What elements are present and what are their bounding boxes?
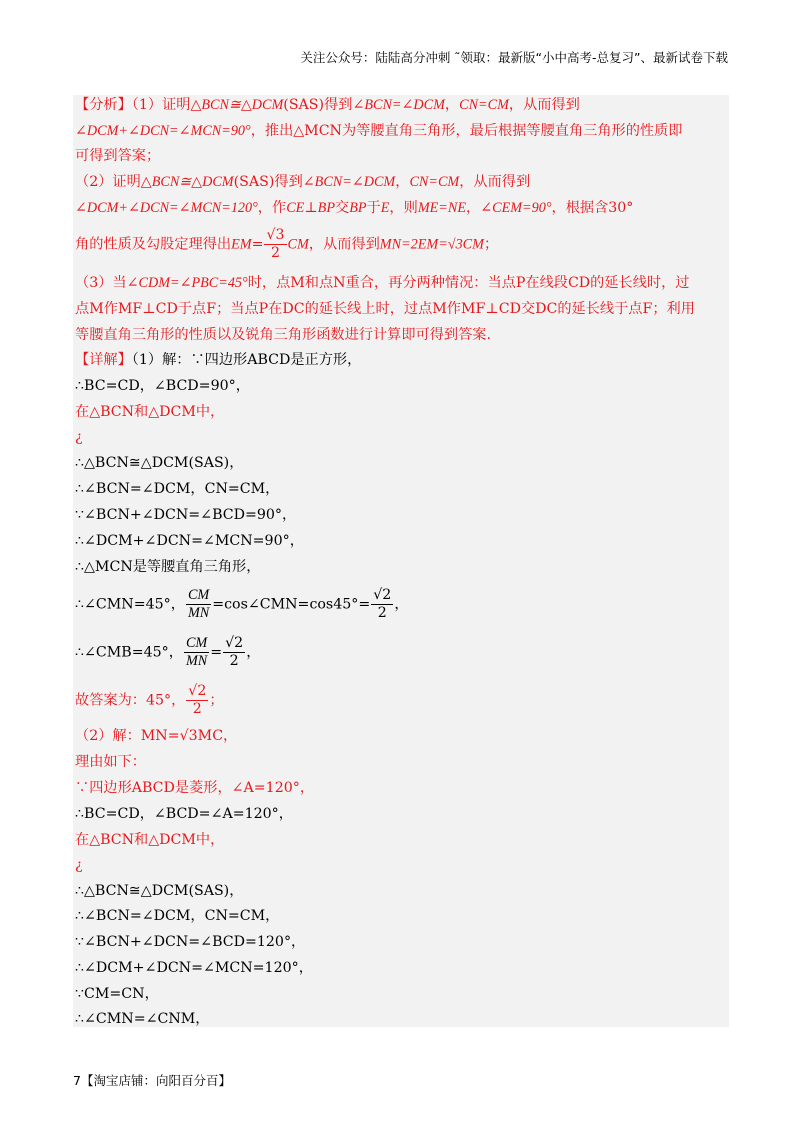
shop-label: 【淘宝店铺：向阳百分百】 <box>80 1073 231 1088</box>
fraction-sqrt2-over-2: $\frac{√2}{2}$ <box>188 683 207 717</box>
detail-line-21: ∵∠BCN+∠DCN=∠BCD=120°， <box>75 934 306 950</box>
detail-line-17: 在△BCN和△DCM中， <box>75 832 225 848</box>
analysis-line-9: 等腰直角三角形的性质以及锐角三角形函数进行计算即可得到答案. <box>75 327 491 343</box>
page-footer <box>73 1071 231 1089</box>
detail-line-10: ∴∠CMN=45°， $\frac{CM}{MN}$ =cos∠CMN=cos45°= $\frac{√2}{2}$ ， <box>75 587 409 621</box>
detail-line-16: ∴BC=CD，∠BCD=∠A=120°， <box>75 806 293 822</box>
analysis-line-6: 角的性质及勾股定理得出EM= $\frac{√3}{2}$ CM，从而得到MN=2EM=√3CM； <box>75 227 499 261</box>
detail-line-24: ∴∠CMN=∠CNM， <box>75 1011 210 1027</box>
solution-panel <box>73 95 729 1027</box>
fraction-cm-over-mn: $\frac{CM}{MN}$ <box>187 587 210 621</box>
fraction-cm-over-mn: $\frac{CM}{MN}$ <box>185 635 208 669</box>
detail-line-20: ∴∠BCN=∠DCM，CN=CM， <box>75 908 280 924</box>
detail-line-1: 【详解】（1）解：∵四边形ABCD是正方形， <box>75 352 362 368</box>
analysis-line-3: 可得到答案； <box>75 148 161 164</box>
detail-line-13: （2）解：MN=√3MC， <box>75 728 238 744</box>
detail-line-3: 在△BCN和△DCM中， <box>75 404 225 420</box>
analysis-line-5: ∠DCM+∠DCN=∠MCN=120°，作CE⊥BP交BP于E，则ME=NE，∠CEM=90°，根据含30° <box>75 200 634 216</box>
detail-line-18: ¿ <box>75 857 83 873</box>
detail-line-7: ∵∠BCN+∠DCN=∠BCD=90°， <box>75 507 297 523</box>
detail-line-14: 理由如下： <box>75 754 146 770</box>
detail-line-9: ∴△MCN是等腰直角三角形， <box>75 559 261 575</box>
detail-line-19: ∴△BCN≅△DCM(SAS)， <box>75 883 244 899</box>
page-number: 7 <box>73 1073 81 1088</box>
fraction-sqrt3-over-2: $\frac{√3}{2}$ <box>266 227 285 261</box>
detail-line-8: ∴∠DCM+∠DCN=∠MCN=90°， <box>75 533 304 549</box>
fraction-sqrt2-over-2: $\frac{√2}{2}$ <box>373 587 392 621</box>
detail-line-5: ∴△BCN≅△DCM(SAS)， <box>75 455 244 471</box>
analysis-line-7: （3）当∠CDM=∠PBC=45°时，点M和点N重合，再分两种情况：当点P在线段CD的延长线时，过 <box>75 275 690 291</box>
analysis-line-8: 点M作MF⊥CD于点F；当点P在DC的延长线上时，过点M作MF⊥CD交DC的延长线于点F；利用 <box>75 301 695 317</box>
detail-line-22: ∴∠DCM+∠DCN=∠MCN=120°， <box>75 960 313 976</box>
detail-line-4: ¿ <box>75 429 83 445</box>
detail-line-11: ∴∠CMB=45°， $\frac{CM}{MN}$ = $\frac{√2}{2}$ ， <box>75 635 261 669</box>
analysis-line-2: ∠DCM+∠DCN=∠MCN=90°，推出△MCN为等腰直角三角形，最后根据等腰直角三角形的性质即 <box>75 123 683 139</box>
detail-line-23: ∵CM=CN， <box>75 986 159 1002</box>
detail-line-6: ∴∠BCN=∠DCM，CN=CM， <box>75 481 280 497</box>
detail-line-15: ∵四边形ABCD是菱形，∠A=120°， <box>75 780 315 796</box>
detail-line-2: ∴BC=CD，∠BCD=90°， <box>75 378 250 394</box>
analysis-line-4: （2）证明△BCN≅△DCM(SAS)得到∠BCN=∠DCM，CN=CM，从而得到 <box>75 174 531 190</box>
page-header: 关注公众号：陆陆高分冲刺 ˜领取：最新版“小中高考-总复习”、最新试卷下载 <box>300 50 728 65</box>
detail-line-12: 故答案为：45°， $\frac{√2}{2}$ ； <box>75 683 224 717</box>
analysis-line-1: 【分析】（1）证明△BCN≅△DCM(SAS)得到∠BCN=∠DCM，CN=CM，从而得到 <box>75 97 580 113</box>
fraction-sqrt2-over-2: $\frac{√2}{2}$ <box>225 635 244 669</box>
